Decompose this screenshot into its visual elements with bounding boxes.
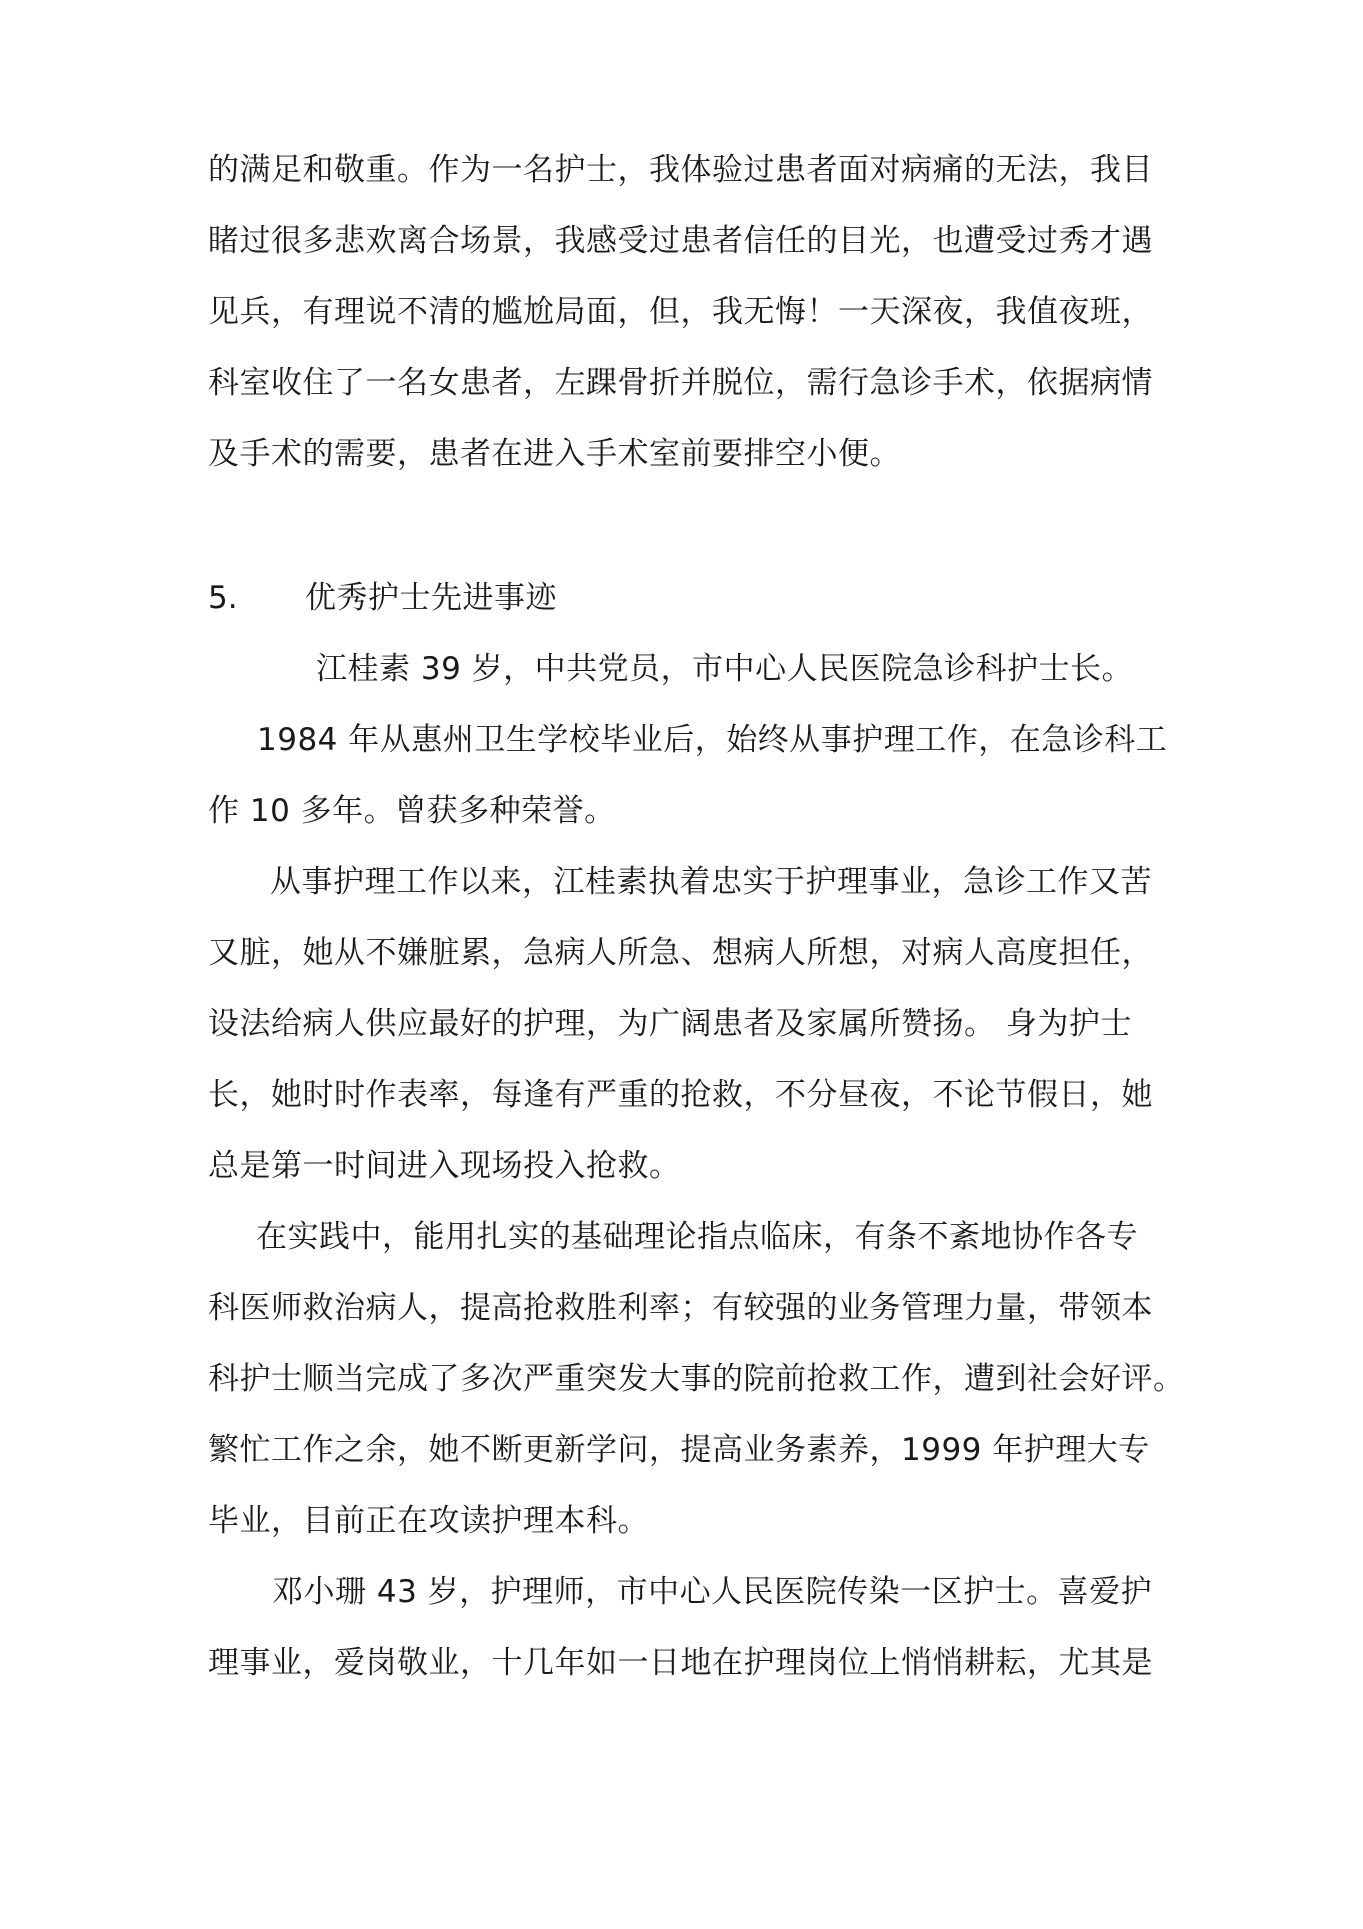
paragraph-line: 又脏，她从不嫌脏累，急病人所急、想病人所想，对病人高度担任， bbox=[208, 935, 1153, 971]
paragraph-line: 邓小珊 43 岁，护理师，市中心人民医院传染一区护士。喜爱护 bbox=[272, 1574, 1153, 1610]
paragraph-line: 总是第一时间进入现场投入抢救。 bbox=[208, 1148, 681, 1184]
paragraph-line: 1984 年从惠州卫生学校毕业后，始终从事护理工作，在急诊科工 bbox=[257, 722, 1168, 758]
paragraph-line: 科医师救治病人，提高抢救胜利率；有较强的业务管理力量，带领本 bbox=[208, 1290, 1153, 1326]
intro-line-1: 的满足和敬重。作为一名护士，我体验过患者面对病痛的无法，我目 bbox=[208, 152, 1153, 188]
intro-line-5: 及手术的需要，患者在进入手术室前要排空小便。 bbox=[208, 436, 901, 472]
paragraph-line: 江桂素 39 岁，中共党员，市中心人民医院急诊科护士长。 bbox=[316, 651, 1134, 687]
intro-line-3: 见兵，有理说不清的尴尬局面，但，我无悔！一天深夜，我值夜班， bbox=[208, 294, 1153, 330]
intro-line-4: 科室收住了一名女患者，左踝骨折并脱位，需行急诊手术，依据病情 bbox=[208, 365, 1153, 401]
paragraph-line: 在实践中，能用扎实的基础理论指点临床，有条不紊地协作各专 bbox=[256, 1219, 1138, 1255]
intro-line-2: 睹过很多悲欢离合场景，我感受过患者信任的目光，也遭受过秀才遇 bbox=[208, 223, 1153, 259]
section-number: 5. bbox=[208, 580, 238, 616]
paragraph-line: 理事业，爱岗敬业，十几年如一日地在护理岗位上悄悄耕耘，尤其是 bbox=[208, 1645, 1153, 1681]
paragraph-line: 繁忙工作之余，她不断更新学问，提高业务素养，1999 年护理大专 bbox=[208, 1432, 1150, 1468]
paragraph-line: 长，她时时作表率，每逢有严重的抢救，不分昼夜，不论节假日，她 bbox=[208, 1077, 1153, 1113]
paragraph-line: 毕业，目前正在攻读护理本科。 bbox=[208, 1503, 649, 1539]
paragraph-line: 设法给病人供应最好的护理，为广阔患者及家属所赞扬。 身为护士 bbox=[208, 1006, 1132, 1042]
paragraph-line: 从事护理工作以来，江桂素执着忠实于护理事业，急诊工作又苦 bbox=[270, 864, 1152, 900]
section-title: 优秀护士先进事迹 bbox=[305, 580, 557, 616]
paragraph-line: 科护士顺当完成了多次严重突发大事的院前抢救工作，遭到社会好评。 bbox=[208, 1361, 1185, 1397]
paragraph-line: 作 10 多年。曾获多种荣誉。 bbox=[208, 793, 616, 829]
